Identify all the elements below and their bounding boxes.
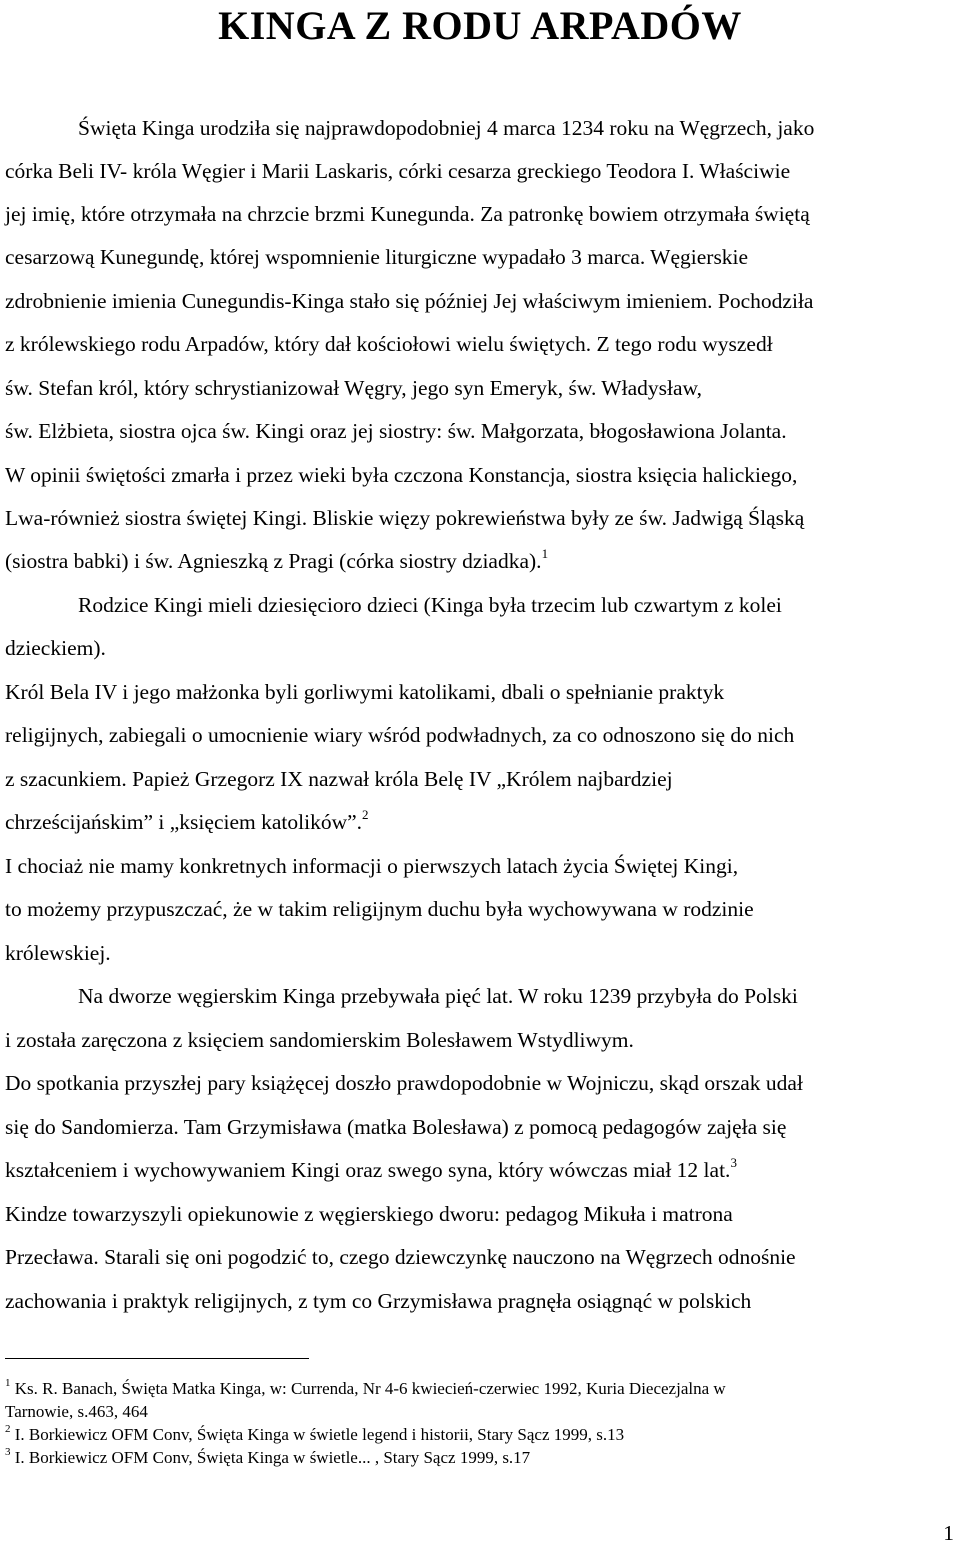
footnote-reference: 2 [362, 806, 369, 822]
footnote-text: Tarnowie, s.463, 464 [5, 1402, 148, 1421]
text-line: zdrobnienie imienia Cunegundis-Kinga stało się później Jej właściwym imieniem. Pochodziła [5, 289, 814, 313]
text-line: W opinii świętości zmarła i przez wieki była czczona Konstancja, siostra księcia halickiego, [5, 463, 798, 487]
footnote-reference: 3 [730, 1154, 737, 1170]
text-line: się do Sandomierza. Tam Grzymisława (matka Bolesława) z pomocą pedagogów zajęła się [5, 1115, 787, 1139]
text-line: dzieckiem). [5, 636, 106, 660]
text-line: z królewskiego rodu Arpadów, który dał kościołowi wielu świętych. Z tego rodu wyszedł [5, 332, 773, 356]
footnote-text: I. Borkiewicz OFM Conv, Święta Kinga w świetle... , Stary Sącz 1999, s.17 [14, 1448, 531, 1467]
text-line: królewskiej. [5, 941, 111, 965]
text-line: św. Stefan król, który schrystianizował Węgry, jego syn Emeryk, św. Władysław, [5, 376, 703, 400]
text-line: św. Elżbieta, siostra ojca św. Kingi oraz jej siostry: św. Małgorzata, błogosławiona Jolanta. [5, 419, 787, 443]
text-line: Do spotkania przyszłej pary książęcej doszło prawdopodobnie w Wojniczu, skąd orszak udał [5, 1071, 803, 1095]
footnote-number: 1 [5, 1377, 11, 1390]
text-line: Lwa-również siostra świętej Kingi. Bliskie więzy pokrewieństwa były ze św. Jadwigą Śląską [5, 506, 805, 530]
footnote [5, 1424, 624, 1446]
text-line [5, 808, 369, 836]
text-line-content: (siostra babki) i św. Agnieszką z Pragi (córka siostry dziadka). [5, 549, 542, 573]
footnote [5, 1401, 148, 1423]
text-line: Na dworze węgierskim Kinga przebywała pięć lat. W roku 1239 przybyła do Polski [78, 984, 798, 1008]
footnote [5, 1447, 530, 1469]
footnote-reference: 1 [541, 545, 549, 561]
text-line [5, 1156, 737, 1184]
text-line: religijnych, zabiegali o umocnienie wiary wśród podwładnych, za co odnoszono się do nich [5, 723, 795, 747]
text-line: Król Bela IV i jego małżonka byli gorliwymi katolikami, dbali o spełnianie praktyk [5, 680, 725, 704]
text-line [5, 547, 548, 575]
footnote [5, 1378, 726, 1400]
footnote-text: Ks. R. Banach, Święta Matka Kinga, w: Currenda, Nr 4-6 kwiecień-czerwiec 1992, Kuria Diecezjalna w [14, 1379, 726, 1398]
footnote-number: 3 [5, 1446, 11, 1459]
text-line: Kindze towarzyszyli opiekunowie z węgierskiego dworu: pedagog Mikuła i matrona [5, 1202, 733, 1226]
text-line: Przecława. Starali się oni pogodzić to, czego dziewczynkę nauczono na Węgrzech odnośnie [5, 1245, 796, 1269]
text-line: Święta Kinga urodziła się najprawdopodobniej 4 marca 1234 roku na Węgrzech, jako [78, 116, 815, 140]
text-line: Rodzice Kingi mieli dziesięcioro dzieci (Kinga była trzecim lub czwartym z kolei [78, 593, 782, 617]
page-number: 1 [943, 1521, 954, 1545]
text-line: i została zaręczona z księciem sandomierskim Bolesławem Wstydliwym. [5, 1028, 634, 1052]
text-line: z szacunkiem. Papież Grzegorz IX nazwał króla Belę IV „Królem najbardziej [5, 767, 673, 791]
footnote-separator [5, 1358, 309, 1359]
text-line: to możemy przypuszczać, że w takim religijnym duchu była wychowywana w rodzinie [5, 897, 754, 921]
text-line-content: kształceniem i wychowywaniem Kingi oraz swego syna, który wówczas miał 12 lat. [5, 1158, 731, 1182]
text-line: zachowania i praktyk religijnych, z tym co Grzymisława pragnęła osiągnąć w polskich [5, 1289, 752, 1313]
text-line: córka Beli IV- króla Węgier i Marii Laskaris, córki cesarza greckiego Teodora I. Właściwie [5, 159, 791, 183]
text-line: I chociaż nie mamy konkretnych informacji o pierwszych latach życia Świętej Kingi, [5, 854, 739, 878]
text-line: cesarzową Kunegundę, której wspomnienie liturgiczne wypadało 3 marca. Węgierskie [5, 245, 749, 269]
footnote-text: I. Borkiewicz OFM Conv, Święta Kinga w świetle legend i historii, Stary Sącz 1999, s.13 [14, 1425, 625, 1444]
text-line: jej imię, które otrzymała na chrzcie brzmi Kunegunda. Za patronkę bowiem otrzymała świętą [5, 202, 810, 226]
document-title: KINGA Z RODU ARPADÓW [218, 3, 742, 48]
footnote-number: 2 [5, 1423, 11, 1436]
text-line-content: chrześcijańskim” i „księciem katolików”. [5, 810, 363, 834]
